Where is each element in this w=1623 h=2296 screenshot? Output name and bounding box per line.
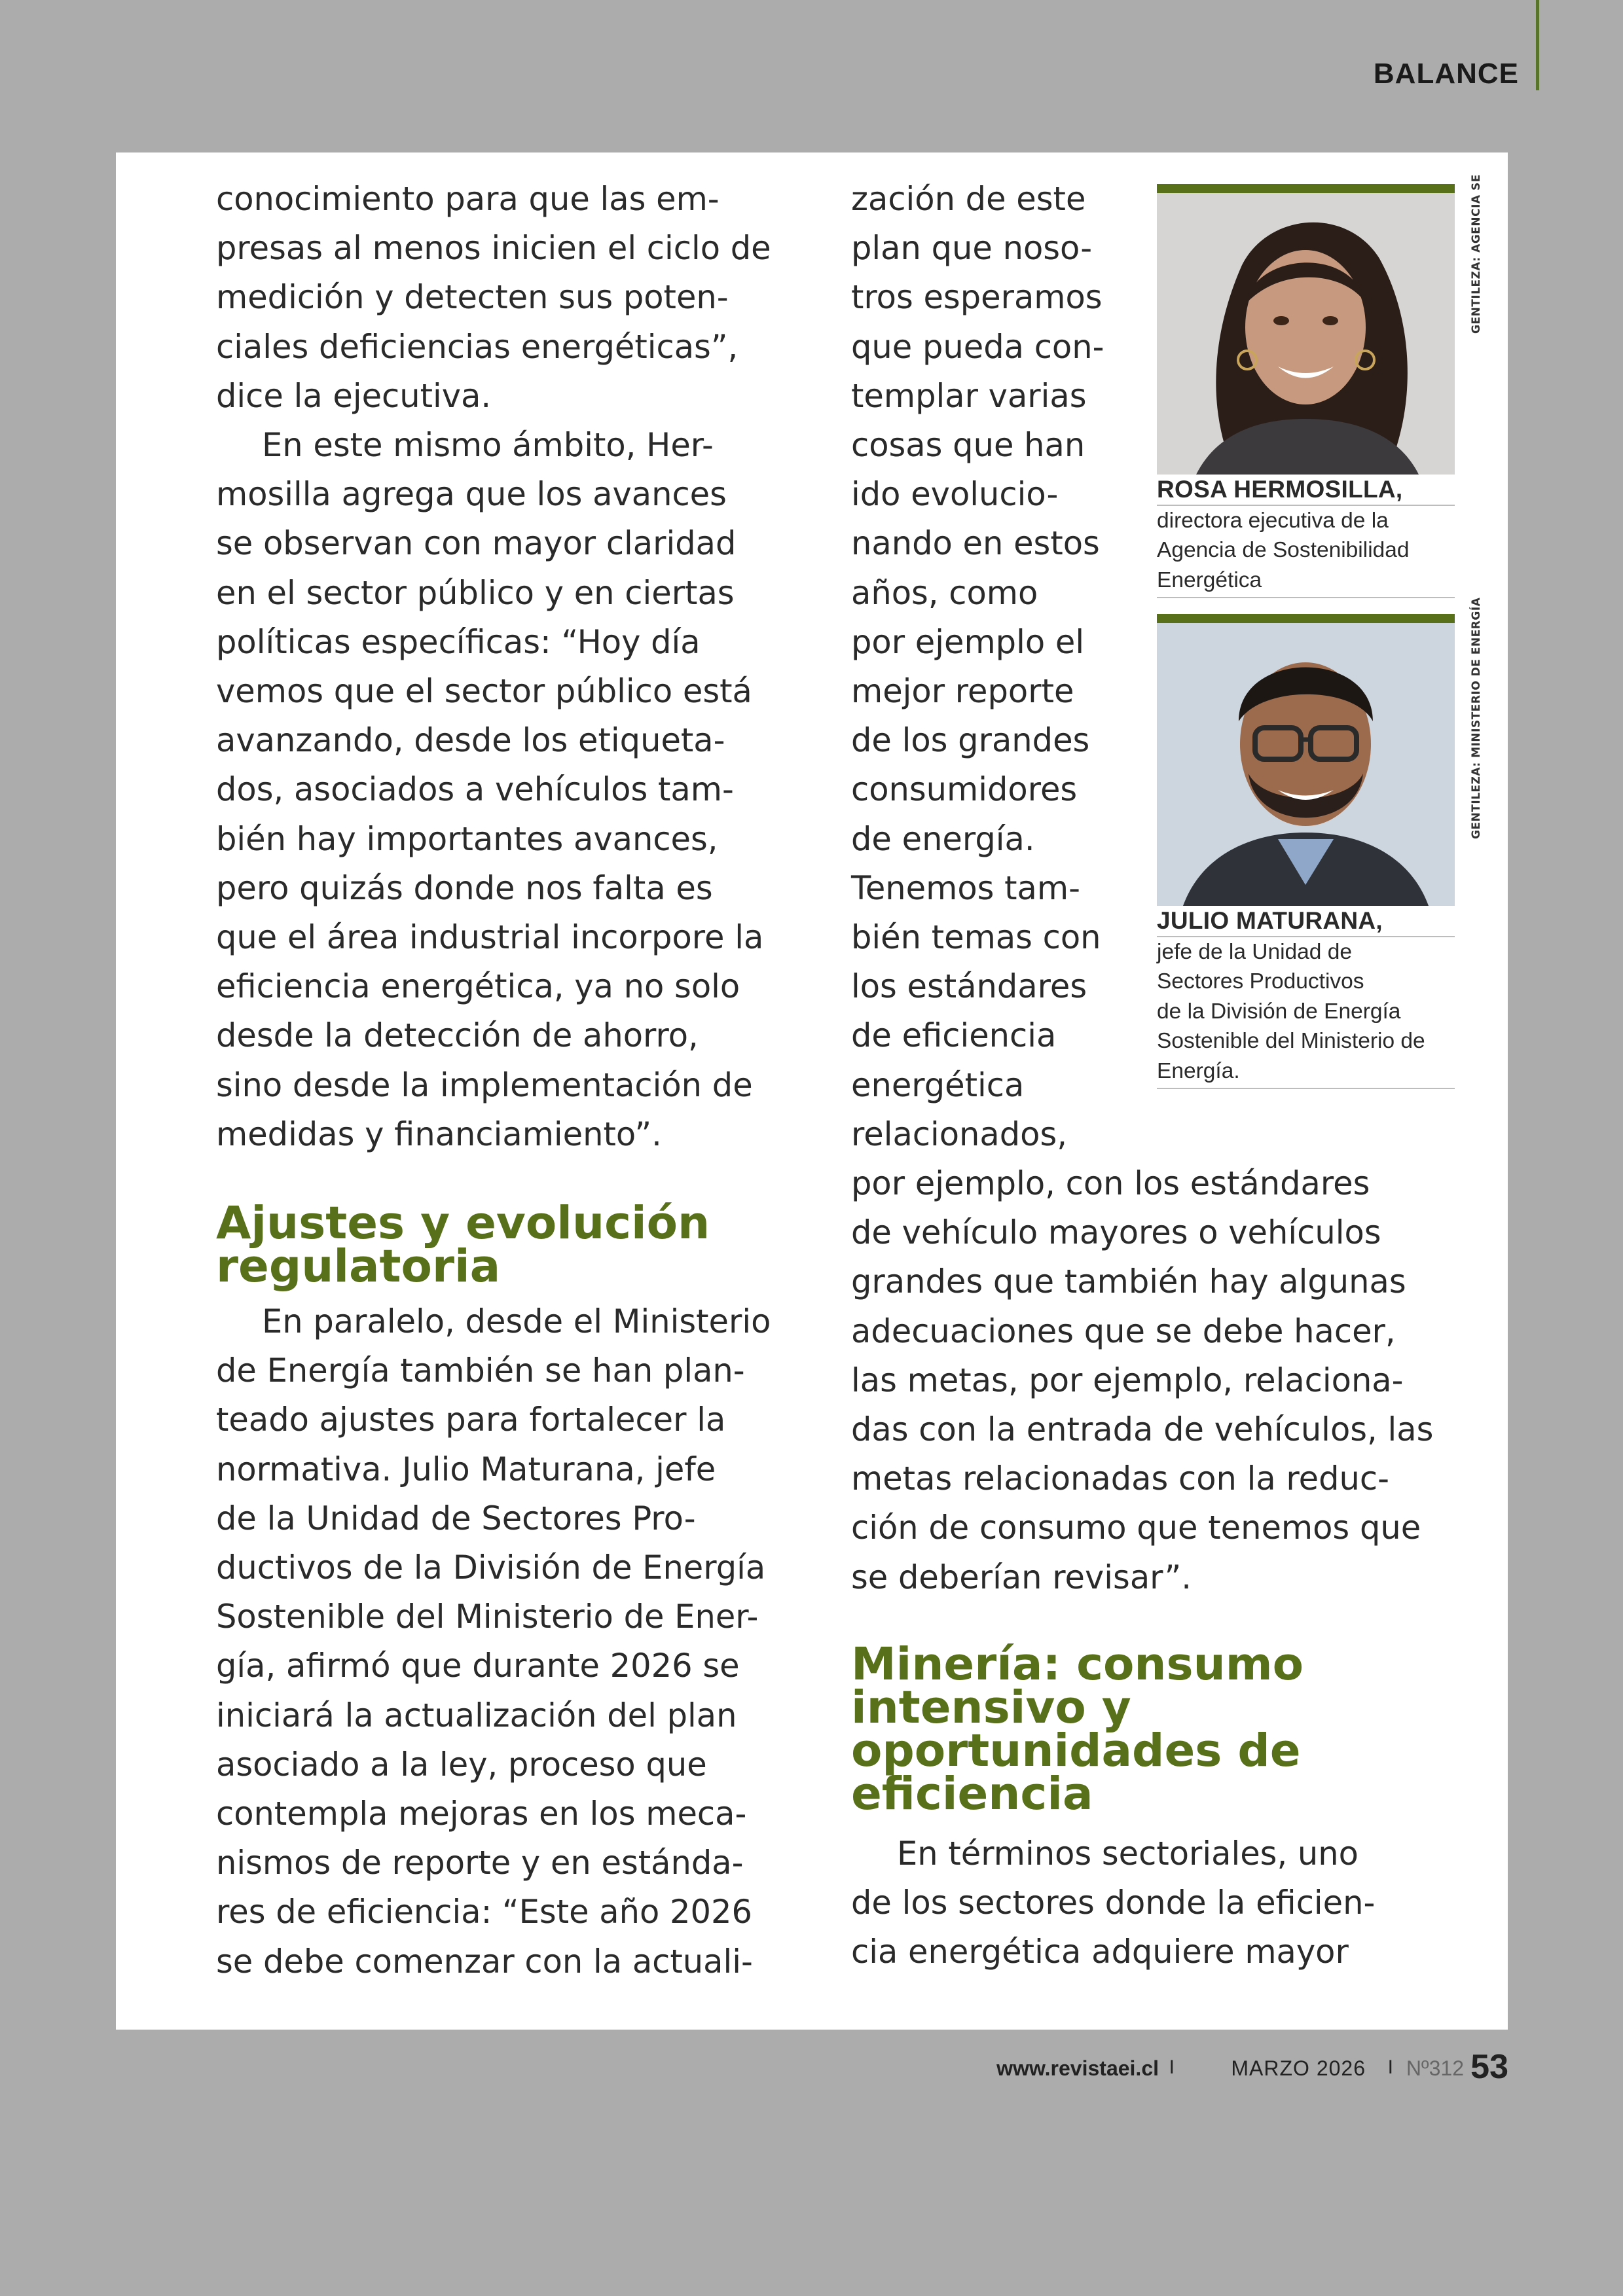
text-line: asociado a la ley, proceso que xyxy=(216,1745,707,1784)
portrait-illustration xyxy=(1157,623,1455,906)
text-line: res de eficiencia: “Este año 2026 xyxy=(216,1893,752,1931)
photo-caption-2 xyxy=(1157,906,1455,1089)
text-line: En términos sectoriales, uno xyxy=(897,1835,1359,1873)
section-heading-mineria xyxy=(851,1638,1304,1820)
text-line: templar varias xyxy=(851,376,1087,415)
text-line: de la Unidad de Sectores Pro- xyxy=(216,1499,696,1537)
text-line: nismos de reporte y en estánda- xyxy=(216,1844,744,1882)
text-line: las metas, por ejemplo, relaciona- xyxy=(851,1361,1404,1399)
text-line: que pueda con- xyxy=(851,327,1104,366)
heading-line: regulatoria xyxy=(216,1240,501,1293)
portrait-illustration xyxy=(1157,193,1455,475)
text-line: por ejemplo, con los estándares xyxy=(851,1164,1370,1202)
text-line: cia energética adquiere mayor xyxy=(851,1933,1349,1971)
text-line: vemos que el sector público está xyxy=(216,672,752,711)
text-line: ción de consumo que tenemos que xyxy=(851,1509,1421,1547)
text-line: de energía. xyxy=(851,819,1035,858)
text-line: iniciará la actualización del plan xyxy=(216,1696,737,1734)
text-line: en el sector público y en ciertas xyxy=(216,573,735,612)
text-line: grandes que también hay algunas xyxy=(851,1263,1406,1301)
page-number: 53 xyxy=(1470,2048,1508,2086)
caption-name: JULIO MATURANA, xyxy=(1157,906,1455,937)
text-line: avanzando, desde los etiqueta- xyxy=(216,721,725,760)
article-column-left xyxy=(216,175,805,1159)
photo-credit-text: GENTILEZA: AGENCIA SE xyxy=(1470,174,1483,334)
footer-date: MARZO 2026 xyxy=(1231,2056,1366,2080)
text-line: En este mismo ámbito, Her- xyxy=(262,426,714,465)
text-line: nando en estos xyxy=(851,524,1100,563)
text-line: medición y detecten sus poten- xyxy=(216,278,729,317)
text-line: ductivos de la División de Energía xyxy=(216,1549,766,1587)
text-line: Tenemos tam- xyxy=(851,869,1080,907)
text-line: Sostenible del Ministerio de Ener- xyxy=(216,1598,759,1636)
text-line: dice la ejecutiva. xyxy=(216,376,492,415)
photo-caption-1 xyxy=(1157,475,1455,598)
text-line: se deberían revisar”. xyxy=(851,1558,1192,1596)
text-line: se debe comenzar con la actuali- xyxy=(216,1942,753,1981)
article-column-right xyxy=(851,1159,1467,1602)
heading-line: Ajustes y evolución xyxy=(216,1197,710,1249)
article-column-narrow xyxy=(851,175,1159,1159)
text-line: años, como xyxy=(851,573,1038,612)
caption-role-line: de la División de Energía xyxy=(1157,999,1401,1024)
text-line: medidas y financiamiento”. xyxy=(216,1115,662,1153)
footer-website: www.revistaei.cl xyxy=(996,2056,1159,2080)
text-line: se observan con mayor claridad xyxy=(216,524,737,563)
caption-role-line: Energética xyxy=(1157,567,1262,592)
text-line: bién temas con xyxy=(851,918,1101,957)
caption-role xyxy=(1157,937,1455,1089)
caption-role-line: Sectores Productivos xyxy=(1157,969,1364,994)
text-line: contempla mejoras en los meca- xyxy=(216,1795,747,1833)
text-line: desde la detección de ahorro, xyxy=(216,1016,699,1055)
caption-role-line: jefe de la Unidad de xyxy=(1157,940,1352,964)
text-line: políticas específicas: “Hoy día xyxy=(216,622,701,661)
text-line: de eficiencia xyxy=(851,1016,1057,1055)
text-line: de vehículo mayores o vehículos xyxy=(851,1213,1381,1252)
caption-name: ROSA HERMOSILLA, xyxy=(1157,475,1455,506)
text-line: sino desde la implementación de xyxy=(216,1066,753,1104)
text-line: gía, afirmó que durante 2026 se xyxy=(216,1647,740,1685)
text-line: eficiencia energética, ya no solo xyxy=(216,967,740,1006)
text-line: mosilla agrega que los avances xyxy=(216,475,727,514)
text-line: conocimiento para que las em- xyxy=(216,180,720,218)
heading-line: eficiencia xyxy=(851,1768,1093,1820)
text-line: que el área industrial incorpore la xyxy=(216,918,764,957)
text-line: por ejemplo el xyxy=(851,622,1085,661)
heading-line: intensivo y xyxy=(851,1681,1131,1734)
text-line: tros esperamos xyxy=(851,278,1103,317)
text-line: de los grandes xyxy=(851,721,1090,760)
section-tag: BALANCE xyxy=(1373,58,1519,90)
article-column-left-2 xyxy=(216,1297,805,1986)
text-line: de Energía también se han plan- xyxy=(216,1352,745,1390)
text-line: relacionados, xyxy=(851,1115,1067,1153)
footer-separator: I xyxy=(1387,2056,1393,2078)
footer-separator: I xyxy=(1169,2056,1175,2078)
text-line: presas al menos inicien el ciclo de xyxy=(216,229,771,268)
text-line: dos, asociados a vehículos tam- xyxy=(216,770,734,809)
portrait-photo-rosa-hermosilla xyxy=(1157,184,1455,475)
text-line: consumidores xyxy=(851,770,1078,809)
heading-line: Minería: consumo xyxy=(851,1638,1304,1691)
text-line: ciales deficiencias energéticas”, xyxy=(216,327,739,366)
text-line: das con la entrada de vehículos, las xyxy=(851,1410,1434,1449)
caption-role-line: Energía. xyxy=(1157,1058,1240,1083)
text-line: metas relacionadas con la reduc- xyxy=(851,1460,1389,1498)
section-tag-rule xyxy=(1536,0,1539,90)
text-line: de los sectores donde la eficien- xyxy=(851,1884,1376,1922)
heading-line: oportunidades de xyxy=(851,1725,1301,1777)
text-line: pero quizás donde nos falta es xyxy=(216,869,713,907)
article-column-right-2 xyxy=(851,1829,1467,1977)
text-line: En paralelo, desde el Ministerio xyxy=(262,1302,771,1340)
text-line: cosas que han xyxy=(851,426,1085,465)
caption-role-line: directora ejecutiva de la xyxy=(1157,509,1389,533)
caption-role-line: Agencia de Sostenibilidad xyxy=(1157,538,1410,563)
text-line: bién hay importantes avances, xyxy=(216,819,718,858)
section-heading-ajustes xyxy=(216,1197,710,1293)
caption-role xyxy=(1157,506,1455,598)
text-line: teado ajustes para fortalecer la xyxy=(216,1401,726,1439)
text-line: mejor reporte xyxy=(851,672,1074,711)
text-line: zación de este xyxy=(851,180,1086,218)
text-line: los estándares xyxy=(851,967,1087,1006)
text-line: energética xyxy=(851,1066,1025,1104)
portrait-photo-julio-maturana xyxy=(1157,614,1455,906)
footer-issue-number: Nº312 xyxy=(1406,2056,1464,2080)
page-footer xyxy=(917,2049,1506,2088)
photo-credit-text: GENTILEZA: MINISTERIO DE ENERGÍA xyxy=(1470,597,1483,839)
text-line: normativa. Julio Maturana, jefe xyxy=(216,1450,716,1488)
text-line: ido evolucio- xyxy=(851,475,1059,514)
text-line: adecuaciones que se debe hacer, xyxy=(851,1312,1396,1350)
caption-role-line: Sostenible del Ministerio de xyxy=(1157,1029,1425,1054)
text-line: plan que noso- xyxy=(851,229,1093,268)
